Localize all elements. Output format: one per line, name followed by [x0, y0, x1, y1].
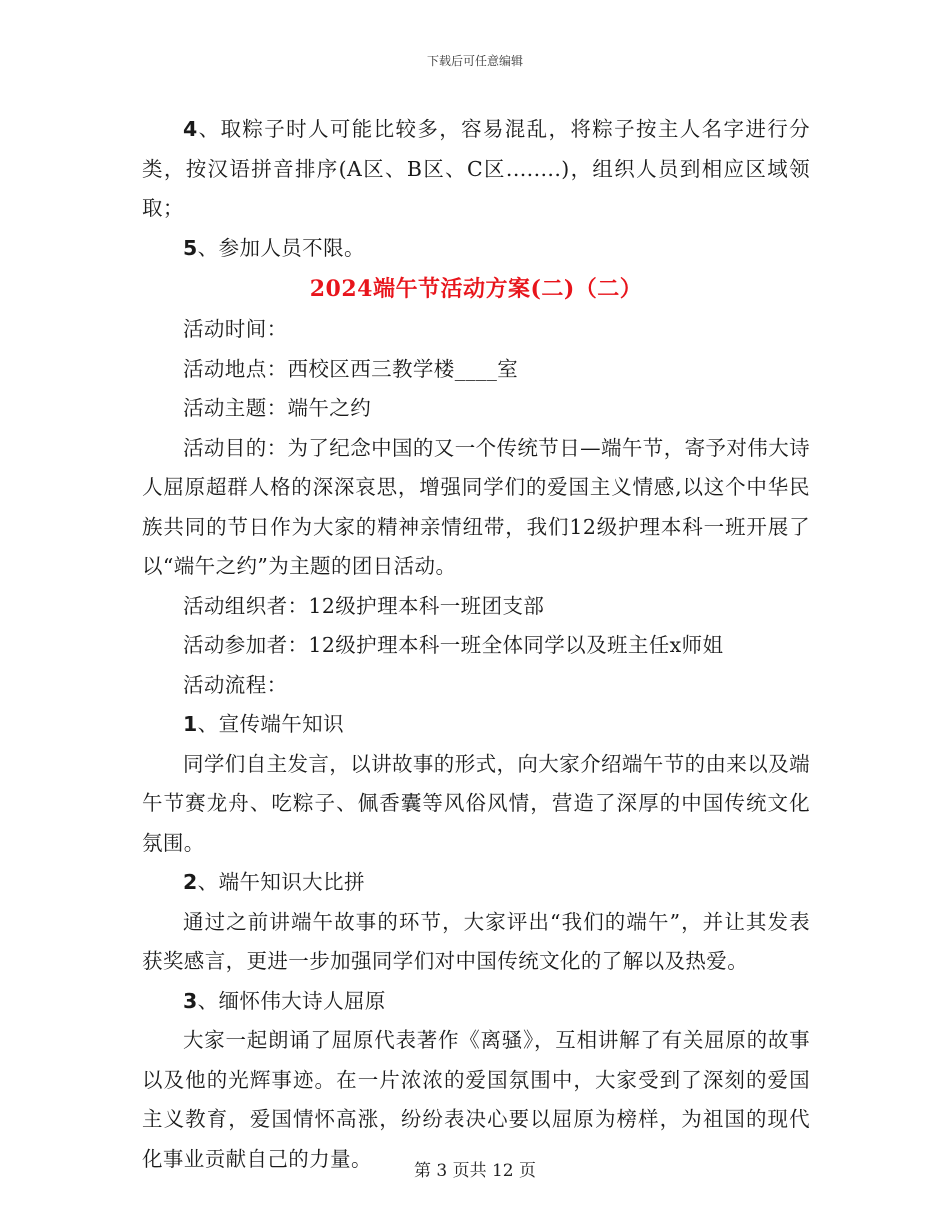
step-title: 、宣传端午知识 [197, 712, 344, 736]
field-time: 活动时间： [183, 317, 288, 341]
item-number: 4 [183, 117, 198, 141]
page-header-note: 下载后可任意编辑 [426, 54, 523, 68]
step-number: 2 [183, 870, 198, 894]
field-flow: 活动流程： [183, 672, 288, 697]
step-number: 1 [183, 712, 198, 736]
field-theme: 活动主题：端午之约 [183, 396, 372, 420]
step-heading-1 [142, 705, 810, 745]
step-text-2: 通过之前讲端午故事的环节，大家评出“我们的端午”，并让其发表获奖感言，更进一步加强同学们对中国传统文化的了解以及热爱。 [142, 909, 810, 973]
list-item-5 [142, 229, 810, 269]
page-number: 第 3 页共 12 页 [413, 1161, 537, 1181]
field-participants: 活动参加者：12级护理本科一班全体同学以及班主任x师姐 [183, 633, 724, 657]
step-title: 、缅怀伟大诗人屈原 [197, 988, 386, 1013]
section-title: 2024端午节活动方案(二)（二） [309, 276, 643, 302]
item-text: 、取粽子时人可能比较多，容易混乱，将粽子按主人名字进行分类，按汉语拼音排序(A区、B区、C区........)，组织人员到相应区域领取； [142, 117, 810, 220]
item-number: 5 [183, 235, 198, 260]
step-number: 3 [183, 988, 198, 1013]
field-organizer: 活动组织者：12级护理本科一班团支部 [183, 593, 545, 618]
step-title: 、端午知识大比拼 [197, 870, 365, 894]
step-heading-2 [142, 863, 810, 903]
item-text: 、参加人员不限。 [197, 235, 365, 260]
field-purpose: 活动目的：为了纪念中国的又一个传统节日—端午节，寄予对伟大诗人屈原超群人格的深深哀思，增强同学们的爱国主义情感,以这个中华民族共同的节日作为大家的精神亲情纽带，我们12级护理本科一班开展了以“端午之约”为主题的团日活动。 [142, 435, 810, 578]
step-heading-3 [142, 982, 810, 1022]
list-item-4 [142, 110, 810, 229]
step-text-3: 大家一起朗诵了屈原代表著作《离骚》，互相讲解了有关屈原的故事以及他的光辉事迹。在一片浓浓的爱国氛围中，大家受到了深刻的爱国主义教育，爱国情怀高涨，纷纷表决心要以屈原为榜样，为祖国的现代化事业贡献自己的力量。 [142, 1028, 810, 1171]
document-body [142, 110, 810, 1179]
field-place: 活动地点：西校区西三教学楼____室 [183, 356, 519, 381]
step-text-1: 同学们自主发言，以讲故事的形式，向大家介绍端午节的由来以及端午节赛龙舟、吃粽子、佩香囊等风俗风情，营造了深厚的中国传统文化氛围。 [142, 751, 810, 855]
